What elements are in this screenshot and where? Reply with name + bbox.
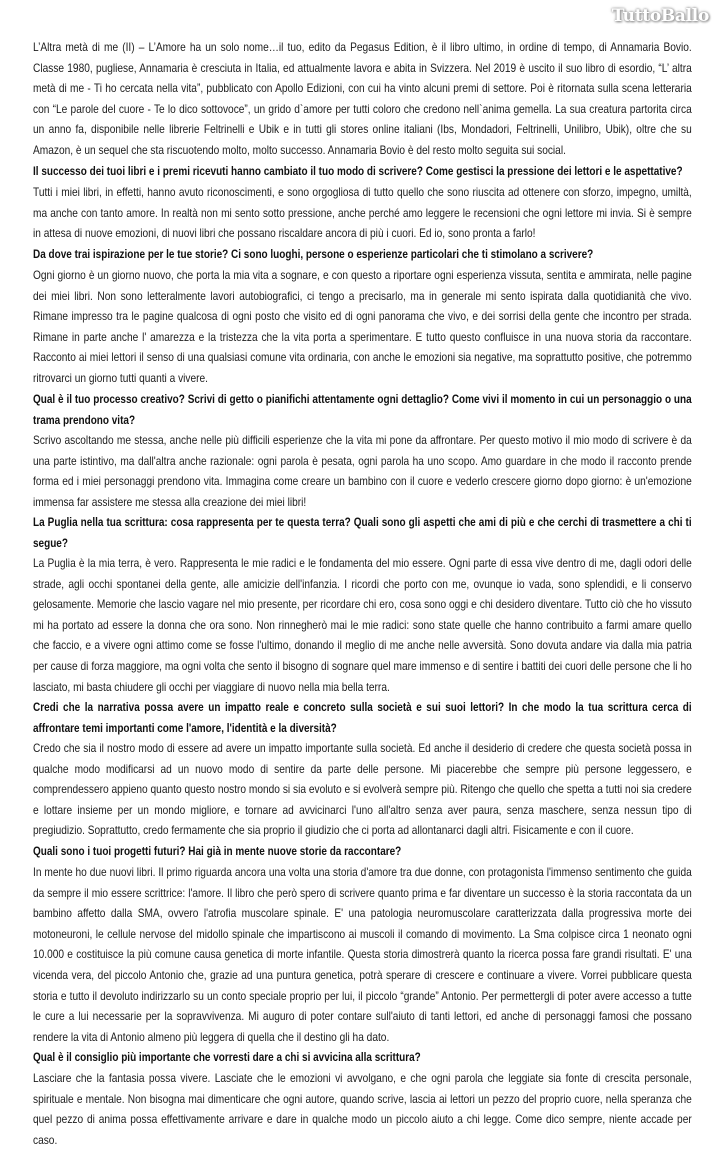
question-text: Quali sono i tuoi progetti futuri? Hai già in mente nuove storie da raccontare? [33, 845, 402, 858]
question-1 [33, 162, 692, 183]
site-watermark-logo: TuttoBallo [611, 6, 709, 26]
answer-4 [33, 554, 692, 698]
answer-text: Scrivo ascoltando me stessa, anche nelle più difficili esperienze che la vita mi pone da affrontare. Per questo motivo il mio modo di scrivere è da una parte istintivo, ma dall'altra anche razionale: ogni parola è pesata, ogni parola ha uno scopo. Amo guardare in che modo il racconto prende forma ed i miei personaggi prendono vita. Immagina come creare un bambino con il cuore e vederlo crescere giorno dopo giorno: è un'emozione immensa far assistere me stessa alla creazione dei miei libri! [33, 434, 692, 509]
answer-text: La Puglia è la mia terra, è vero. Rappresenta le mie radici e le fondamenta del mio essere. Ogni parte di essa vive dentro di me, dagli odori delle strade, agli occhi spontanei della gente, alle amicizie dell'infanzia. I ricordi che porto con me, ovunque io vada, sono splendidi, e li conservo gelosamente. Memorie che lascio vagare nel mio presente, per ricordare chi ero, cosa sono oggi e chi desidero diventare. Tutto ciò che ho vissuto mi ha portato ad essere la donna che ora sono. Non rinnegherò mai le mie radici: sono state quelle che hanno contribuito a farmi amare quello che faccio, e a vivere ogni attimo come se fosse l'ultimo, donando il meglio di me anche nelle avversità. Sono dovuta andare via dalla mia patria per cause di forza maggiore, ma ogni volta che sento il bisogno di sognare quel mare immenso e di sentire i battiti dei cuori delle persone che li ho lasciato, mi basta chiudere gli occhi per viaggiare di nuovo nella mia bella terra. [33, 557, 692, 694]
intro-paragraph [33, 38, 692, 162]
answer-5 [33, 739, 692, 842]
question-text: Da dove trai ispirazione per le tue storie? Ci sono luoghi, persone o esperienze particolari che ti stimolano a scrivere? [33, 248, 594, 261]
question-text: Il successo dei tuoi libri e i premi ricevuti hanno cambiato il tuo modo di scrivere? Come gestisci la pressione dei lettori e le aspettative? [33, 165, 683, 178]
question-text: Credi che la narrativa possa avere un impatto reale e concreto sulla società e sui suoi lettori? In che modo la tua scrittura cerca di affrontare temi importanti come l'amore, l'identità e la diversità? [33, 701, 692, 735]
question-3 [33, 390, 692, 431]
answer-text: In mente ho due nuovi libri. Il primo riguarda ancora una volta una storia d'amore tra due donne, con protagonista l'immenso sentimento che guida da sempre il mio essere scrittrice: l'amore. Il libro che però spero di scrivere quanto prima e far diventare un successo è la storia raccontata da un bambino affetto dalla SMA, ovvero l'atrofia muscolare spinale. E' una patologia neuromuscolare caratterizzata dalla progressiva morte dei motoneuroni, le cellule nervose del midollo spinale che impartiscono ai muscoli il comando di movimento. La Sma colpisce circa 1 neonato ogni 10.000 e costituisce la più comune causa genetica di morte infantile. Questa storia dimostrerà quanto la ricerca possa fare grandi risultati. E' una vicenda vera, del piccolo Antonio che, grazie ad una puntura genetica, potrà sperare di crescere e continuare a vivere. Vorrei pubblicare questa storia e tutto il devoluto indirizzarlo su un conto speciale proprio per lui, il piccolo “grande” Antonio. Per permettergli di poter avere accesso a tutte le cure a lui necessarie per la sopravvivenza. Mi auguro di poter contare sull'aiuto di tanti lettori, ed anche di personaggi famosi che possano rendere la vita di Antonio almeno più leggera di quella che il destino gli ha dato. [33, 866, 692, 1044]
question-text: La Puglia nella tua scrittura: cosa rappresenta per te questa terra? Quali sono gli aspetti che ami di più e che cerchi di trasmettere a chi ti segue? [33, 516, 692, 550]
answer-2 [33, 266, 692, 390]
answer-text: Ogni giorno è un giorno nuovo, che porta la mia vita a sognare, e con questo a riportare ogni esperienza vissuta, sentita e ammirata, nelle pagine dei miei libri. Non sono letteralmente lavori autobiografici, ci tengo a precisarlo, ma in generale mi sento ispirata dalla quotidianità che vivo. Rimane impresso tra le pagine qualcosa di ogni posto che visito ed di ogni panorama che vivo, e dei sorrisi della gente che incontro per strada. Rimane in parte anche l' amarezza e la tristezza che la vita porta a sperimentare. E tutto questo confluisce in una nuova storia da raccontare. Racconto ai miei lettori il senso di una qualsiasi comune vita ordinaria, con anche le emozioni sia negative, ma soprattutto positive, che potremmo ritrovarci un giorno tutti quanti a vivere. [33, 269, 692, 385]
question-text: Qual è il consiglio più importante che vorresti dare a chi si avvicina alla scrittura? [33, 1051, 421, 1064]
intro-text: L’Altra metà di me (II) – L’Amore ha un solo nome…il tuo, edito da Pegasus Edition, è il libro ultimo, in ordine di tempo, di Annamaria Bovio. Classe 1980, pugliese, Annamaria è cresciuta in Italia, ed attualmente lavora e abita in Svizzera. Nel 2019 è uscito il suo libro di esordio, “L’ altra metà di me - Ti ho cercata nella vita”, pubblicato con Apollo Edizioni, con cui ha vinto alcuni premi di settore. Poi è ritornata sulla scena letteraria con “Le parole del cuore - Te lo dico sottovoce”, un grido d`amore per tutti coloro che credono nell`anima gemella. La sua creatura partorita circa un anno fa, disponibile nelle librerie Feltrinelli e Ubik e in tutti gli stores online italiani (Ibs, Mondadori, Feltrinelli, Unilibro, Ubik), oltre che su Amazon, è un sequel che sta riscuotendo molto, molto successo. Annamaria Bovio è del resto molto seguita sui social. [33, 41, 692, 157]
interview-article [33, 38, 692, 1151]
question-5 [33, 698, 692, 739]
answer-3 [33, 431, 692, 513]
question-6 [33, 842, 692, 863]
question-text: Qual è il tuo processo creativo? Scrivi di getto o pianifichi attentamente ogni dettaglio? Come vivi il momento in cui un personaggio o una trama prendono vita? [33, 393, 692, 427]
answer-text: Tutti i miei libri, in effetti, hanno avuto riconoscimenti, e sono orgogliosa di tutto quello che sono riuscita ad ottenere con sforzo, impegno, umiltà, ma anche con tanto amore. In realtà non mi sento sotto pressione, anche perché amo leggere le recensioni che ogni lettore mi invia. Si è sempre in attesa di nuove emozioni, di nuovi libri che possano riscaldare ancora di più i cuori. Ed io, sono pronta a farlo! [33, 186, 692, 241]
answer-1 [33, 183, 692, 245]
question-4 [33, 513, 692, 554]
answer-6 [33, 863, 692, 1048]
answer-text: Credo che sia il nostro modo di essere ad avere un impatto importante sulla società. Ed anche il desiderio di credere che questa società possa in qualche modo modificarsi ad un nuovo modo di sentire da parte delle persone. Mi piacerebbe che sempre più persone leggessero, e comprendessero appieno quanto questo nostro mondo si sia evoluto e si evolverà sempre più. Ritengo che quello che spetta a tutti noi sia credere e lottare insieme per un mondo migliore, e tornare ad avvicinarci l'uno all'altro senza aver paura, senza maschere, senza nessun tipo di pregiudizio. Soprattutto, credo fermamente che sia proprio il giudizio che ci porta ad allontanarci dagli altri. Fisicamente e con il cuore. [33, 742, 692, 838]
question-7 [33, 1048, 692, 1069]
answer-text: Lasciare che la fantasia possa vivere. Lasciate che le emozioni vi avvolgano, e che ogni parola che leggiate sia fonte di crescita personale, spirituale e mentale. Non bisogna mai dimenticare che ogni autore, quando scrive, lascia ai lettori un pezzo del proprio cuore, nella speranza che quel pezzo di anima possa effettivamente arrivare e dare in qualche modo un piccolo aiuto a chi legge. Come dico sempre, niente accade per caso. [33, 1072, 692, 1147]
answer-7 [33, 1069, 692, 1151]
question-2 [33, 245, 692, 266]
